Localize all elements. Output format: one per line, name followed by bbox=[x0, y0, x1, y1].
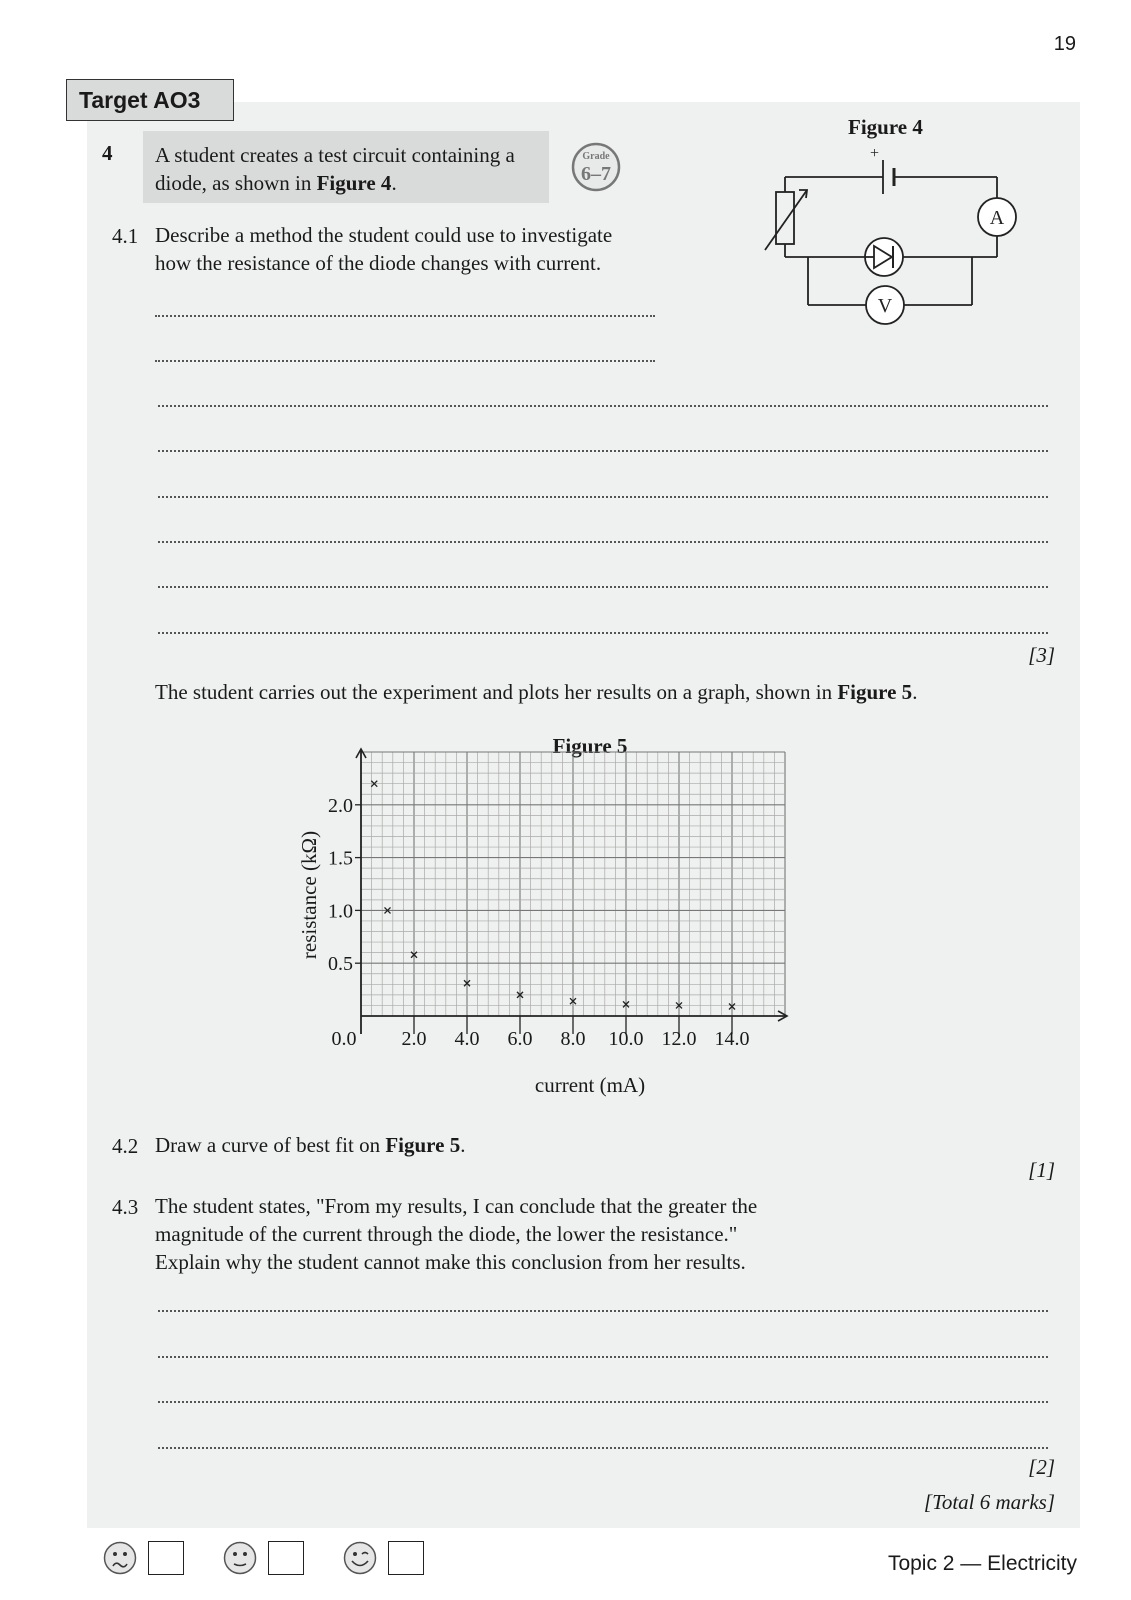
sad-face-icon bbox=[103, 1541, 137, 1575]
results-sentence bbox=[155, 678, 917, 706]
q4-2-text bbox=[155, 1131, 465, 1159]
answer-line[interactable] bbox=[158, 1401, 1048, 1403]
answer-line[interactable] bbox=[158, 450, 1048, 452]
q4-1-line2: how the resistance of the diode changes with current. bbox=[155, 251, 602, 275]
question-intro bbox=[155, 141, 545, 197]
grade-label: Grade bbox=[582, 151, 610, 162]
q4-3-text bbox=[155, 1192, 757, 1276]
x-tick-label: 14.0 bbox=[714, 1028, 750, 1050]
y-tick-label: 0.5 bbox=[328, 953, 353, 976]
answer-line[interactable] bbox=[158, 586, 1048, 588]
y-axis-label: resistance (kΩ) bbox=[297, 830, 321, 960]
question-number: 4 bbox=[102, 141, 113, 165]
happy-checkbox[interactable] bbox=[388, 1541, 424, 1575]
q4-2-end: . bbox=[460, 1133, 466, 1157]
figure5-chart bbox=[290, 725, 830, 1100]
intro-figure-ref: Figure 4 bbox=[316, 171, 392, 195]
chart-tick-labels bbox=[328, 795, 750, 1050]
q4-2-figure-ref: Figure 5 bbox=[385, 1133, 461, 1157]
ammeter-label: A bbox=[989, 207, 1005, 229]
answer-line[interactable] bbox=[158, 541, 1048, 543]
q4-3-line1: The student states, "From my results, I can conclude that the greater the bbox=[155, 1194, 758, 1218]
answer-line[interactable] bbox=[155, 360, 655, 362]
battery-plus-sign: + bbox=[870, 145, 880, 162]
variable-resistor-arrow bbox=[765, 190, 807, 250]
x-tick-label: 2.0 bbox=[401, 1028, 427, 1050]
answer-line[interactable] bbox=[158, 1356, 1048, 1358]
q4-1-number: 4.1 bbox=[112, 224, 139, 248]
footer-topic: Topic 2 — Electricity bbox=[887, 1552, 1077, 1575]
q4-2-number: 4.2 bbox=[112, 1134, 139, 1158]
intro-end: . bbox=[391, 171, 397, 195]
grade-badge-icon bbox=[563, 137, 629, 197]
chart-axes bbox=[355, 749, 787, 1034]
x-tick-label: 12.0 bbox=[661, 1028, 697, 1050]
voltmeter-label: V bbox=[877, 295, 893, 317]
y-tick-label: 1.0 bbox=[328, 900, 353, 923]
x-tick-label: 8.0 bbox=[560, 1028, 586, 1050]
answer-line[interactable] bbox=[158, 496, 1048, 498]
q4-1-marks: [3] bbox=[1028, 643, 1055, 667]
x-tick-label: 6.0 bbox=[507, 1028, 533, 1050]
results-end: . bbox=[912, 680, 918, 704]
happy-face-icon bbox=[343, 1541, 377, 1575]
page-number: 19 bbox=[1053, 33, 1076, 55]
q4-1-line1: Describe a method the student could use to investigate bbox=[155, 223, 613, 247]
q4-2-plain: Draw a curve of best fit on bbox=[155, 1133, 386, 1157]
total-marks: [Total 6 marks] bbox=[923, 1490, 1055, 1514]
results-text: The student carries out the experiment and plots her results on a graph, shown in bbox=[155, 680, 838, 704]
neutral-checkbox[interactable] bbox=[268, 1541, 304, 1575]
y-tick-label: 1.5 bbox=[328, 847, 353, 870]
circuit-diagram bbox=[760, 140, 1030, 340]
target-label: Target AO3 bbox=[66, 79, 234, 121]
answer-line[interactable] bbox=[158, 1447, 1048, 1449]
answer-line[interactable] bbox=[158, 632, 1048, 634]
chart-data-points bbox=[371, 781, 735, 1010]
results-figure-ref: Figure 5 bbox=[837, 680, 913, 704]
neutral-face-icon bbox=[223, 1541, 257, 1575]
figure4-title: Figure 4 bbox=[848, 115, 923, 139]
q4-3-line3: Explain why the student cannot make this conclusion from her results. bbox=[155, 1250, 746, 1274]
intro-text: A student creates a test circuit containing a diode, as shown in bbox=[155, 143, 515, 195]
x-tick-label: 10.0 bbox=[608, 1028, 644, 1050]
q4-1-text bbox=[155, 221, 612, 277]
q4-2-marks: [1] bbox=[1028, 1158, 1055, 1182]
q4-3-line2: magnitude of the current through the diode, the lower the resistance." bbox=[155, 1222, 738, 1246]
answer-line[interactable] bbox=[158, 1310, 1048, 1312]
sad-checkbox[interactable] bbox=[148, 1541, 184, 1575]
answer-line[interactable] bbox=[158, 405, 1048, 407]
q4-3-number: 4.3 bbox=[112, 1195, 139, 1219]
x-tick-label: 4.0 bbox=[454, 1028, 480, 1050]
variable-resistor bbox=[776, 192, 794, 244]
x-tick-label: 0.0 bbox=[331, 1028, 357, 1050]
q4-3-marks: [2] bbox=[1028, 1455, 1055, 1479]
answer-line[interactable] bbox=[155, 315, 655, 317]
x-axis-label: current (mA) bbox=[534, 1073, 646, 1097]
chart-grid bbox=[361, 752, 785, 1016]
grade-value: 6–7 bbox=[581, 163, 611, 185]
chart-title: Figure 5 bbox=[552, 734, 628, 758]
y-tick-label: 2.0 bbox=[328, 794, 353, 817]
